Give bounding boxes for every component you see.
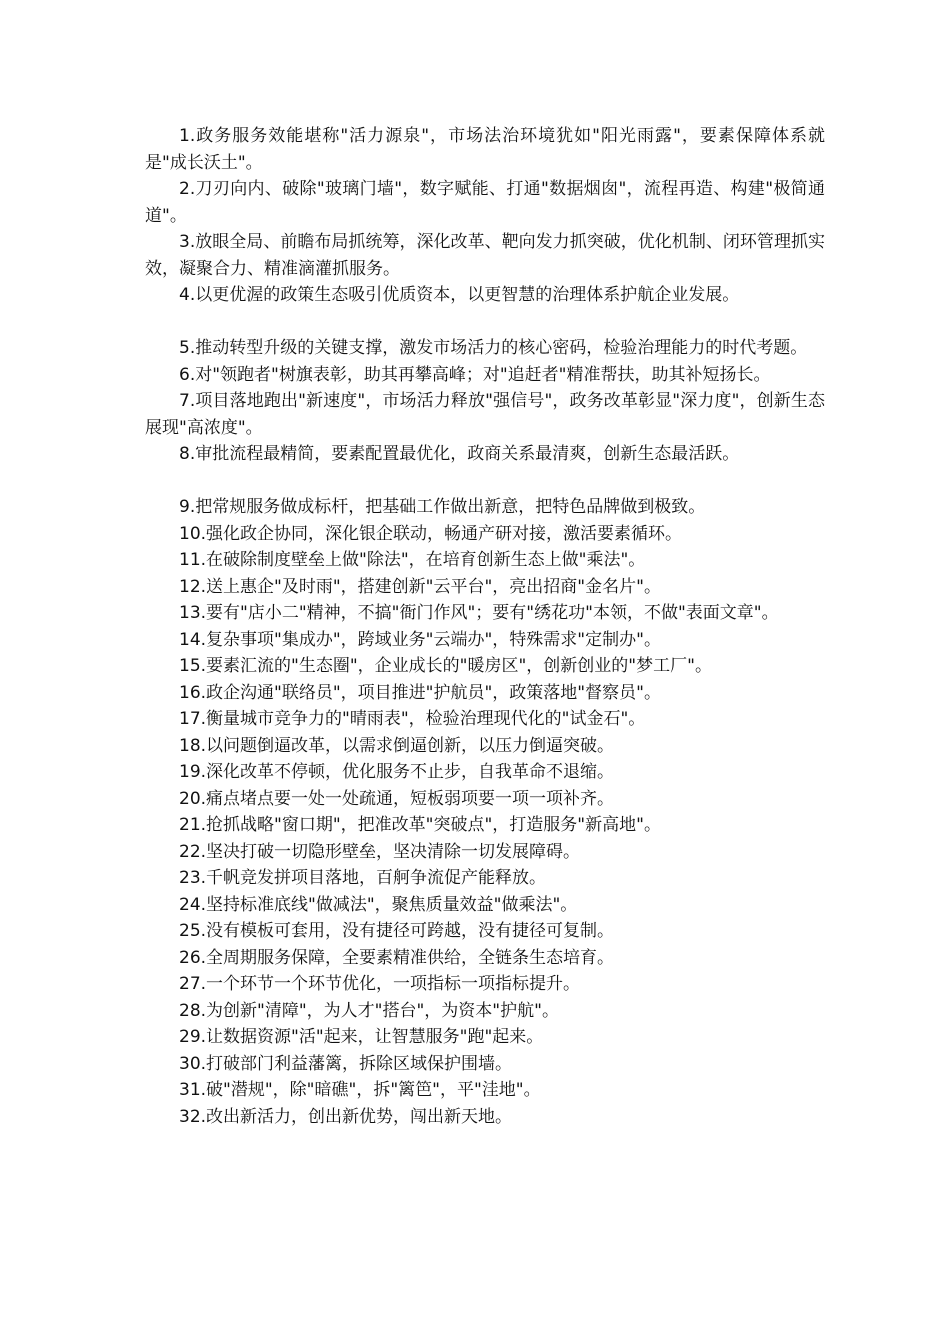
list-item: 5.推动转型升级的关键支撑，激发市场活力的核心密码，检验治理能力的时代考题。 (179, 338, 808, 358)
list-item: 22.坚决打破一切隐形壁垒，坚决清除一切发展障碍。 (179, 841, 581, 862)
list-item: 25.没有模板可套用，没有捷径可跨越，没有捷径可复制。 (179, 921, 615, 941)
list-item: 28.为创新"清障"，为人才"搭台"，为资本"护航"。 (179, 1000, 559, 1021)
list-item: 3.放眼全局、前瞻布局抓统筹，深化改革、靶向发力抓突破，优化机制、闭环管理抓实效，凝聚合力、精准滴灌抓服务。 (145, 232, 825, 279)
list-item: 27.一个环节一个环节优化，一项指标一项指标提升。 (179, 974, 581, 994)
list-item: 9.把常规服务做成标杆，把基础工作做出新意，把特色品牌做到极致。 (179, 497, 706, 517)
list-item: 21.抢抓战略"窗口期"，把准改革"突破点"，打造服务"新高地"。 (179, 815, 661, 835)
list-item: 13.要有"店小二"精神，不搞"衙门作风"；要有"绣花功"本领，不做"表面文章"。 (179, 603, 779, 623)
list-item: 1.政务服务效能堪称"活力源泉"，市场法治环境犹如"阳光雨露"，要素保障体系就是"成长沃土"。 (145, 126, 825, 173)
list-item: 20.痛点堵点要一处一处疏通，短板弱项要一项一项补齐。 (179, 788, 615, 809)
list-item: 17.衡量城市竞争力的"晴雨表"，检验治理现代化的"试金石"。 (179, 709, 646, 729)
list-item: 7.项目落地跑出"新速度"，市场活力释放"强信号"，政务改革彰显"深力度"，创新生态展现"高浓度"。 (145, 391, 825, 438)
list-item: 11.在破除制度壁垒上做"除法"，在培育创新生态上做"乘法"。 (179, 550, 646, 570)
list-item: 24.坚持标准底线"做减法"，聚焦质量效益"做乘法"。 (179, 894, 578, 915)
list-item: 23.千帆竞发拼项目落地，百舸争流促产能释放。 (179, 868, 547, 888)
list-item: 6.对"领跑者"树旗表彰，助其再攀高峰；对"追赶者"精准帮扶，助其补短扬长。 (179, 364, 771, 385)
list-item: 8.审批流程最精简，要素配置最优化，政商关系最清爽，创新生态最活跃。 (179, 444, 740, 464)
list-item: 29.让数据资源"活"起来，让智慧服务"跑"起来。 (179, 1027, 544, 1047)
list-item: 10.强化政企协同，深化银企联动，畅通产研对接，激活要素循环。 (179, 523, 683, 544)
list-item: 30.打破部门利益藩篱，拆除区域保护围墙。 (179, 1053, 513, 1074)
list-item: 14.复杂事项"集成办"，跨域业务"云端办"，特殊需求"定制办"。 (179, 629, 661, 650)
list-item: 31.破"潜规"，除"暗礁"，拆"篱笆"，平"洼地"。 (179, 1080, 541, 1100)
list-item: 4.以更优渥的政策生态吸引优质资本，以更智慧的治理体系护航企业发展。 (179, 285, 740, 305)
list-item: 26.全周期服务保障，全要素精准供给，全链条生态培育。 (179, 947, 615, 968)
list-item: 16.政企沟通"联络员"，项目推进"护航员"，政策落地"督察员"。 (179, 682, 661, 703)
list-item: 2.刀刃向内、破除"玻璃门墙"，数字赋能、打通"数据烟囱"，流程再造、构建"极简通道"。 (145, 179, 825, 226)
list-item: 15.要素汇流的"生态圈"，企业成长的"暖房区"，创新创业的"梦工厂"。 (179, 656, 712, 676)
list-item: 12.送上惠企"及时雨"，搭建创新"云平台"，亮出招商"金名片"。 (179, 576, 661, 597)
list-item: 18.以问题倒逼改革，以需求倒逼创新，以压力倒逼突破。 (179, 735, 615, 756)
list-item: 32.改出新活力，创出新优势，闯出新天地。 (179, 1106, 513, 1127)
document-body (145, 123, 825, 1130)
list-item: 19.深化改革不停顿，优化服务不止步，自我革命不退缩。 (179, 762, 615, 782)
